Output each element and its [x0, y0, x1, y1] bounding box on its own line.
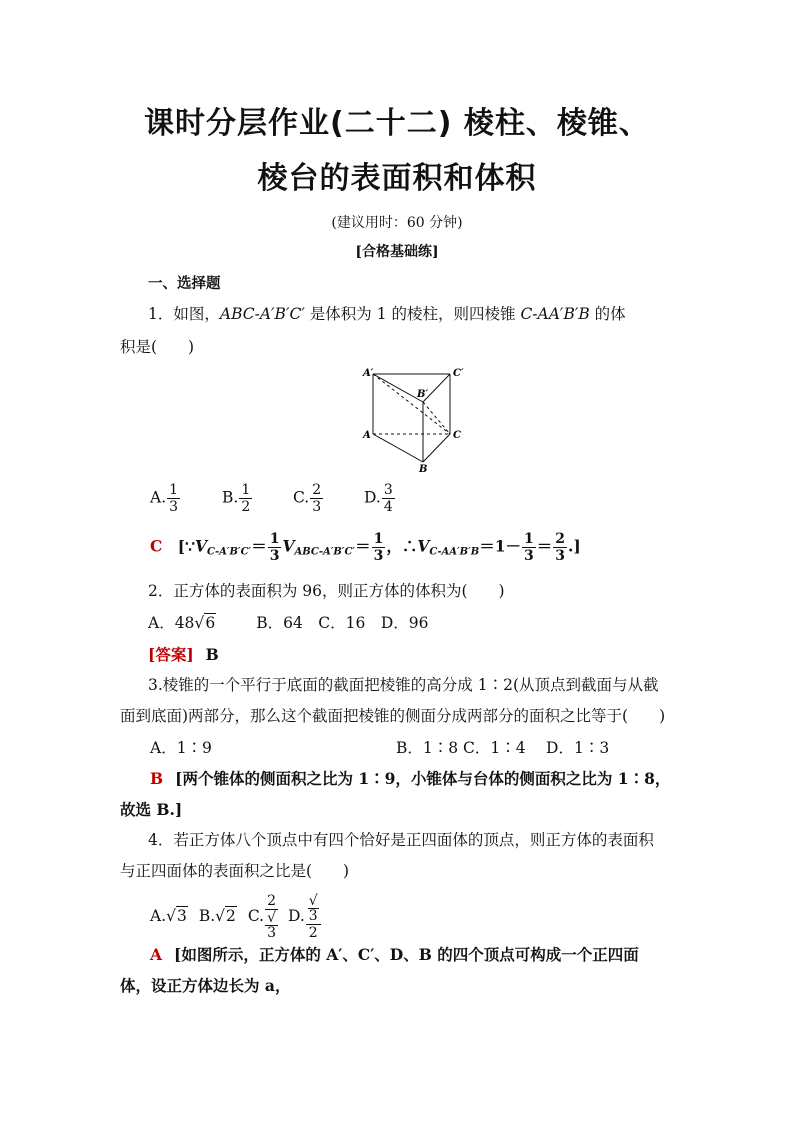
- q4-solution-line1: A [如图所示，正方体的 A′、C′、D、B 的四个顶点可构成一个正四面: [150, 945, 639, 964]
- q1-line2: 积是( ): [120, 338, 195, 356]
- q4-line1: 4．若正方体八个顶点中有四个恰好是正四面体的顶点，则正方体的表面积: [148, 831, 654, 849]
- time-note: (建议用时：60 分钟): [331, 215, 463, 231]
- q1-solution: C [$\because V_{C-A'B'C'}=$ $\frac{1}{3}$ $V_{ABC-A'B'C'}=$ $\frac{1}{3}$ ，$\therefore V_{C-AA'B'B}=1-$ $\frac{1}{3}$ ＝ $\frac{2}{3}$ .]: [150, 531, 581, 564]
- q4-options: A.√3 B.√2 C. 2 √ 3 D. √ 3 2: [150, 894, 322, 940]
- q1-line1: [148, 303, 626, 325]
- fig-label-a: A: [363, 430, 371, 441]
- q1-option-d: D. $\frac{3}{4}$: [364, 482, 393, 515]
- prism-figure: [355, 362, 475, 474]
- fig-label-a1: A′: [363, 368, 374, 379]
- q2-options: A．48√6 B．64 C．16 D．96: [148, 614, 429, 632]
- page-title-line1: 课时分层作业(二十二) 棱柱、棱锥、: [144, 106, 650, 141]
- q1-option-a: A. $\frac{1}{3}$: [150, 482, 179, 515]
- q1-option-b: B. $\frac{1}{2}$: [222, 482, 251, 515]
- q1-prism: ABC-A′B′C′: [219, 305, 305, 323]
- section-heading: [合格基础练]: [355, 244, 439, 260]
- fig-label-c: C: [453, 430, 461, 441]
- q4-line2: 与正四面体的表面积之比是( ): [120, 862, 350, 880]
- fig-label-b1: B′: [417, 389, 429, 400]
- q1-option-c: C. $\frac{2}{3}$: [293, 482, 322, 515]
- q4-solution-line2: 体，设正方体边长为 a，: [120, 976, 291, 995]
- q4-answer: A: [150, 945, 163, 964]
- q2-answer-line: [148, 644, 219, 666]
- q1-text-b: 是体积为 1 的棱柱，则四棱锥: [304, 305, 521, 323]
- q3-option-a: A．1∶9: [150, 739, 212, 757]
- q3-answer: B: [150, 769, 164, 788]
- q3-solution-line2: 故选 B.]: [120, 800, 183, 819]
- q2-answer-tag: [答案]: [148, 645, 194, 664]
- part-heading: 一、选择题: [148, 275, 221, 292]
- page-title-line2: 棱台的表面积和体积: [257, 161, 537, 196]
- q3-line2: 面到底面)两部分，那么这个截面把棱锥的侧面分成两部分的面积之比等于( ): [120, 707, 666, 725]
- q3-solution-line1: B [两个锥体的侧面积之比为 1∶9，小锥体与台体的侧面积之比为 1∶8，: [150, 769, 671, 788]
- q2-text: 2．正方体的表面积为 96，则正方体的体积为( ): [148, 582, 505, 600]
- q1-text-c: 的体: [589, 305, 626, 323]
- fig-label-b: B: [419, 464, 428, 474]
- q1-pyramid: C-AA′B′B: [520, 305, 590, 323]
- fig-label-c1: C′: [453, 368, 464, 379]
- q1-text-a: 1．如图，: [148, 305, 220, 323]
- q3-options-rest: B．1∶8 C．1∶4 D．1∶3: [396, 739, 610, 757]
- q3-line1: 3.棱锥的一个平行于底面的截面把棱锥的高分成 1∶2(从顶点到截面与从截: [148, 676, 659, 694]
- q1-answer: C: [150, 536, 163, 556]
- q2-answer: B: [205, 645, 219, 664]
